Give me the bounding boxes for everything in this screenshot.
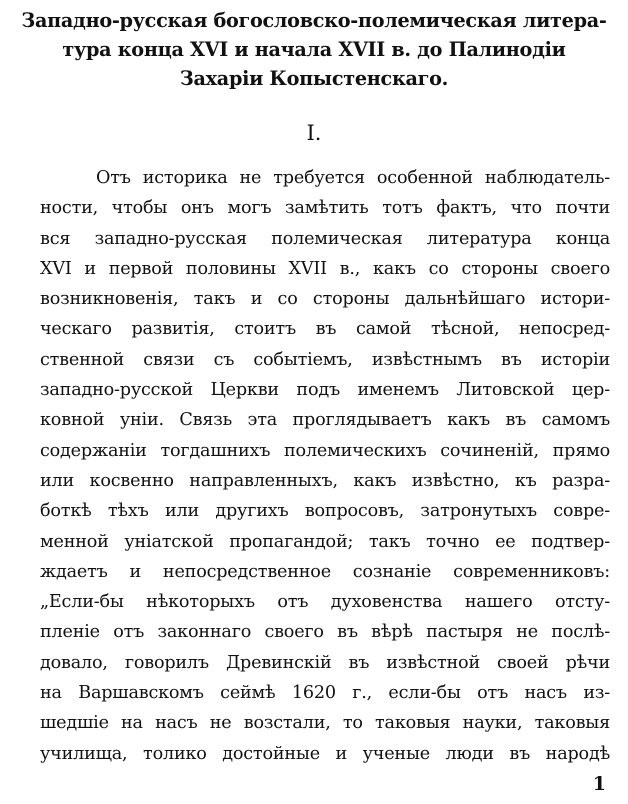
body-line: вся западно-русская полемическая литература конца	[40, 228, 610, 249]
body-line: боткѣ тѣхъ или другихъ вопросовъ, затронутыхъ совре-	[40, 501, 610, 522]
body-line: западно-русской Церкви подъ именемъ Литовской цер-	[40, 380, 610, 401]
section-number: I.	[306, 121, 322, 145]
page-number: 1	[592, 773, 606, 795]
body-line: или косвенно направленныхъ, какъ извѣстно, къ разра-	[40, 470, 610, 491]
body-line: ческаго развитія, стоитъ въ самой тѣсной, непосред-	[40, 319, 610, 340]
body-text	[40, 163, 610, 769]
body-line: возникновенія, такъ и со стороны дальнѣйшаго истори-	[40, 289, 610, 310]
title-line-2: тура конца XVI и начала XVII в. до Палинодіи	[62, 37, 566, 61]
body-line: менной уніатской пропагандой; такъ точно ее подтвер-	[40, 531, 610, 552]
body-line: ждаетъ и непосредственное сознаніе современниковъ:	[40, 561, 610, 582]
title-line-3: Захаріи Копыстенскаго.	[179, 66, 449, 90]
title-line-1: Западно-русская богословско-полемическая литера-	[21, 8, 607, 32]
body-line: ности, чтобы онъ могъ замѣтить тотъ фактъ, что почти	[40, 198, 610, 219]
body-line: ственной связи съ событіемъ, извѣстнымъ въ исторіи	[40, 349, 610, 370]
body-line: шедшіе на насъ не возстали, то таковыя науки, таковыя	[40, 713, 610, 734]
body-line: содержаніи тогдашнихъ полемическихъ сочиненій, прямо	[40, 440, 610, 461]
chapter-title	[13, 6, 616, 93]
body-line: Отъ историка не требуется особенной наблюдатель-	[96, 168, 610, 188]
body-line: ковной уніи. Связь эта проглядываетъ какъ въ самомъ	[40, 410, 610, 431]
body-line: училища, толико достойные и ученые люди въ народѣ	[40, 743, 610, 764]
body-line: XVI и первой половины XVII в., какъ со стороны своего	[40, 258, 610, 279]
body-line: „Если-бы нѣкоторыхъ отъ духовенства нашего отсту-	[40, 592, 610, 613]
body-line: на Варшавскомъ сеймѣ 1620 г., если-бы отъ насъ из-	[40, 683, 610, 704]
body-line: пленіе отъ законнаго своего въ вѣрѣ пастыря не послѣ-	[40, 622, 610, 643]
body-line: довало, говорилъ Древинскій въ извѣстной своей рѣчи	[40, 652, 610, 673]
